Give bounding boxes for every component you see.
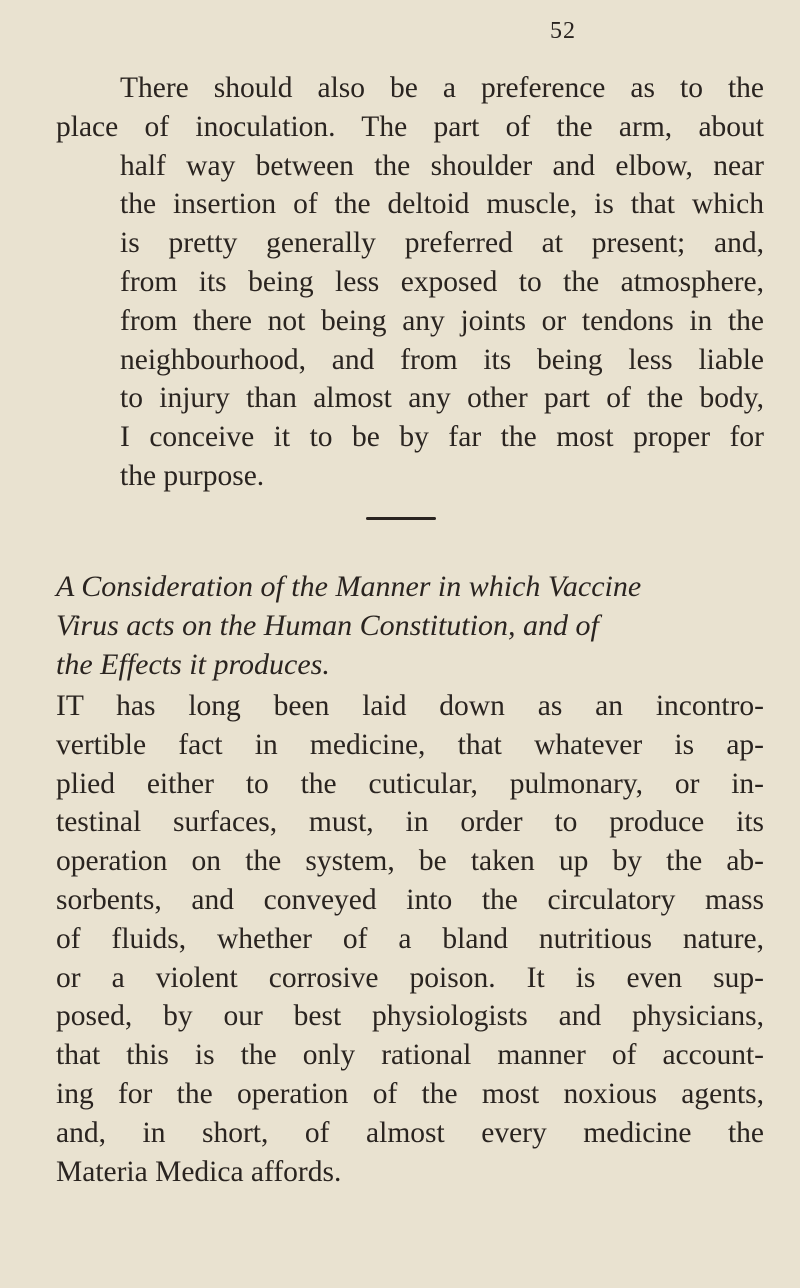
text-line: vertible fact in medicine, that whatever is ap- xyxy=(56,728,764,761)
heading-line: A Consideration of the Manner in which Vaccine xyxy=(56,570,642,603)
text-line: the insertion of the deltoid muscle, is that which xyxy=(120,188,764,221)
text-line: neighbourhood, and from its being less liable xyxy=(120,343,764,376)
text-line: the purpose. xyxy=(120,459,265,492)
text-line: There should also be a preference as to the xyxy=(120,72,764,104)
text-line: to injury than almost any other part of the body, xyxy=(120,382,764,415)
text-line: half way between the shoulder and elbow, near xyxy=(120,149,764,182)
text-line: or a violent corrosive poison. It is even sup- xyxy=(56,961,764,994)
heading-line: the Effects it produces. xyxy=(56,648,330,681)
text-line: that this is the only rational manner of account- xyxy=(56,1039,764,1072)
text-line: is pretty generally preferred at present; and, xyxy=(120,227,764,260)
page-number: 52 xyxy=(550,18,576,44)
text-line: Materia Medica affords. xyxy=(56,1155,342,1188)
heading-line: Virus acts on the Human Constitution, and of xyxy=(56,609,599,642)
text-line: plied either to the cuticular, pulmonary, or in- xyxy=(56,767,764,800)
text-line: operation on the system, be taken up by the ab- xyxy=(56,845,764,878)
text-line: IT has long been laid down as an incontro- xyxy=(56,690,764,722)
text-line: posed, by our best physiologists and physicians, xyxy=(56,1000,764,1033)
section-heading xyxy=(56,567,764,684)
text-line: ing for the operation of the most noxious agents, xyxy=(56,1077,764,1110)
section-divider xyxy=(366,517,436,520)
paragraph-inoculation-site xyxy=(56,69,764,496)
text-line: of fluids, whether of a bland nutritious nature, xyxy=(56,922,764,955)
text-line: and, in short, of almost every medicine the xyxy=(56,1116,764,1149)
paragraph-absorption xyxy=(56,687,764,1191)
text-line: testinal surfaces, must, in order to produce its xyxy=(56,806,764,839)
text-line: from there not being any joints or tendons in the xyxy=(120,304,764,337)
text-line: place of inoculation. The part of the arm, about xyxy=(56,110,764,143)
text-line: I conceive it to be by far the most proper for xyxy=(120,421,764,454)
text-line: from its being less exposed to the atmosphere, xyxy=(120,265,764,298)
text-line: sorbents, and conveyed into the circulatory mass xyxy=(56,883,764,916)
